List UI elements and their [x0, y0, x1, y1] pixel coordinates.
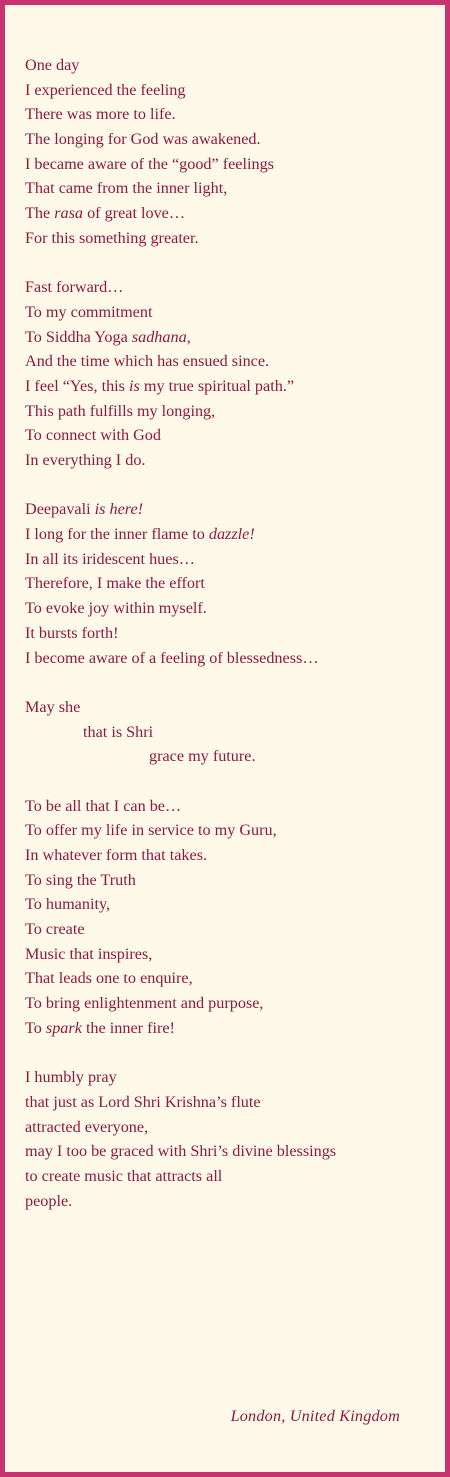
poem-line: In everything I do. — [25, 451, 146, 469]
poem-line: I humbly pray — [25, 1068, 117, 1087]
italic-word: is — [129, 376, 140, 395]
poem-line: For this something greater. — [25, 228, 199, 247]
poem-line: To evoke joy within myself. — [25, 599, 207, 618]
line-text: I long for the inner flame to — [25, 525, 209, 544]
poem-line: attracted everyone, — [25, 1117, 149, 1136]
poem-line: The longing for God was awakened. — [25, 130, 261, 149]
poem-line — [25, 497, 435, 522]
poem-line: Music that inspires, — [25, 944, 153, 963]
poem-line: It bursts forth! — [25, 623, 119, 642]
poem-line: people. — [25, 1191, 73, 1210]
poem-line: Fast forward… — [25, 278, 124, 297]
line-text: my true spiritual path.” — [139, 376, 295, 395]
poem-line: that just as Lord Shri Krishna’s flute — [25, 1092, 261, 1111]
stanza-gap — [25, 670, 435, 695]
italic-word: is here! — [94, 500, 144, 519]
line-text: I feel “Yes, this — [25, 376, 130, 395]
stanza-6 — [25, 1065, 435, 1213]
poem-line — [25, 325, 435, 350]
italic-word: spark — [45, 1018, 82, 1037]
poem-line: To bring enlightenment and purpose, — [25, 994, 264, 1013]
poem-line: To offer my life in service to my Guru, — [25, 821, 277, 840]
stanza-5 — [25, 794, 435, 1041]
line-text: Deepavali — [25, 500, 95, 519]
poem-line: That leads one to enquire, — [25, 969, 193, 988]
stanza-1 — [25, 53, 435, 251]
stanza-4 — [25, 695, 435, 769]
italic-word: dazzle! — [208, 525, 255, 544]
poem-line: In whatever form that takes. — [25, 846, 208, 864]
stanza-gap — [25, 1041, 435, 1066]
poem-line: And the time which has ensued since. — [25, 352, 270, 371]
poem-line: I experienced the feeling — [25, 80, 186, 99]
poem-line: To be all that I can be… — [25, 796, 182, 815]
line-text: To — [25, 1018, 46, 1037]
poem-line — [25, 201, 435, 226]
poem-line: This path fulfills my longing, — [25, 401, 216, 420]
poem-line: To humanity, — [25, 895, 111, 914]
poem-line: To connect with God — [25, 426, 161, 445]
poem-line: To sing the Truth — [25, 870, 136, 889]
poem-line: One day — [25, 56, 80, 74]
author-location: London, United Kingdom — [230, 1407, 400, 1425]
poem-line: That came from the inner light, — [25, 179, 228, 198]
line-text: To Siddha Yoga — [25, 327, 132, 346]
stanza-3 — [25, 497, 435, 670]
poem-line: I became aware of the “good” feelings — [25, 154, 274, 173]
poem-line: To create — [25, 920, 85, 939]
poem-line: May she — [25, 697, 81, 716]
poem-line: There was more to life. — [25, 105, 176, 124]
poem-line-indented: grace my future. — [149, 747, 256, 766]
poem-line-indented: that is Shri — [83, 722, 154, 741]
poem-line — [25, 374, 435, 399]
poem-line: to create music that attracts all — [25, 1166, 223, 1185]
stanza-gap — [25, 473, 435, 498]
poem-line: To my commitment — [25, 302, 153, 321]
line-text: , — [186, 327, 191, 346]
poem-body — [25, 53, 435, 1213]
poem-line: Therefore, I make the effort — [25, 574, 205, 593]
poem-line — [25, 1016, 435, 1041]
line-text: The — [25, 204, 55, 223]
poem-line: may I too be graced with Shri’s divine blessings — [25, 1142, 337, 1161]
stanza-gap — [25, 769, 435, 794]
poem-line: In all its iridescent hues… — [25, 549, 195, 568]
stanza-gap — [25, 251, 435, 276]
stanza-2 — [25, 275, 435, 473]
poem-line — [25, 522, 435, 547]
italic-word: rasa — [54, 204, 84, 223]
poem-line: I become aware of a feeling of blessedness… — [25, 648, 319, 667]
line-text: of great love… — [83, 204, 186, 223]
italic-word: sadhana — [131, 327, 187, 346]
line-text: the inner fire! — [81, 1018, 175, 1037]
